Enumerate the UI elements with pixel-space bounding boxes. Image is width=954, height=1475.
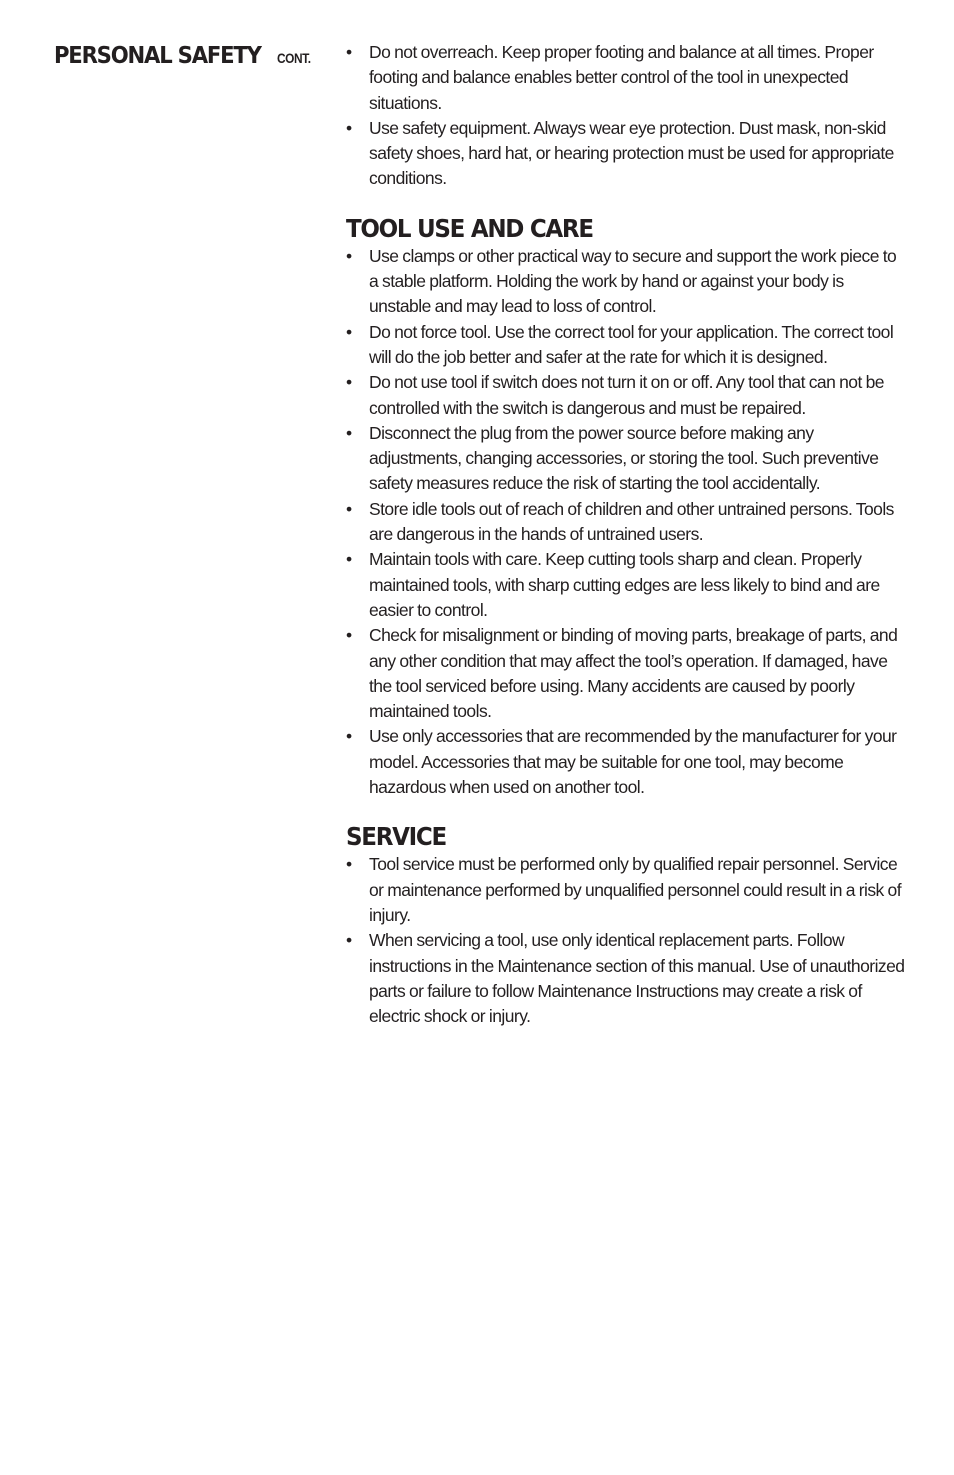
bullet-icon: • bbox=[346, 372, 352, 393]
list-item bbox=[346, 421, 908, 497]
tool-use-and-care-title: TOOL USE AND CARE bbox=[346, 213, 593, 243]
list-item-text: When servicing a tool, use only identical replacement parts. Follow instructions in the Maintenance section of this manual. Use of unauthorized parts or failure to follow Maintenance Instructions may create a risk of electric shock or injury. bbox=[369, 930, 905, 1027]
list-item-text: Disconnect the plug from the power source before making any adjustments, changing accessories, or storing the tool. Such preventive safety measures reduce the risk of starting the tool accidentally. bbox=[369, 422, 879, 494]
bullet-icon: • bbox=[346, 245, 352, 266]
list-item bbox=[346, 320, 908, 371]
list-item-text: Check for misalignment or binding of moving parts, breakage of parts, and any other condition that may affect the tool’s operation. If damaged, have the tool serviced before using. Many accidents are caused by poorly maintained tools. bbox=[369, 625, 898, 722]
bullet-icon: • bbox=[346, 117, 352, 138]
bullet-icon: • bbox=[346, 321, 352, 342]
list-item bbox=[346, 497, 908, 548]
service-list bbox=[346, 852, 908, 1029]
list-item-text: Use only accessories that are recommended by the manufacturer for your model. Accessories that may be suitable for one tool, may become hazardous when used on another tool. bbox=[369, 726, 897, 798]
list-item-text: Do not overreach. Keep proper footing and balance at all times. Proper footing and balance enables better control of the tool in unexpected situations. bbox=[369, 42, 874, 113]
list-item bbox=[346, 724, 908, 800]
list-item-text: Do not force tool. Use the correct tool for your application. The correct tool will do the job better and safer at the rate for which it is designed. bbox=[369, 321, 894, 367]
list-item-text: Use safety equipment. Always wear eye protection. Dust mask, non-skid safety shoes, hard hat, or hearing protection must be used for appropriate conditions. bbox=[369, 117, 894, 189]
bullet-icon: • bbox=[346, 549, 352, 570]
tool-use-and-care-list bbox=[346, 244, 908, 801]
bullet-icon: • bbox=[346, 726, 352, 747]
list-item-text: Use clamps or other practical way to secure and support the work piece to a stable platform. Holding the work by hand or against your body is unstable and may lead to loss of control. bbox=[369, 245, 897, 317]
list-item bbox=[346, 547, 908, 623]
tool-use-and-care-section bbox=[346, 214, 908, 801]
list-item bbox=[346, 852, 908, 928]
list-item bbox=[346, 244, 908, 320]
bullet-icon: • bbox=[346, 625, 352, 646]
continued-label: CONT. bbox=[277, 50, 311, 66]
list-item-text: Tool service must be performed only by qualified repair personnel. Service or maintenance performed by unqualified personnel could result in a risk of injury. bbox=[369, 854, 902, 925]
list-item bbox=[346, 623, 908, 724]
list-item bbox=[346, 116, 908, 192]
list-item bbox=[346, 370, 908, 421]
list-item bbox=[346, 40, 908, 116]
main-content bbox=[346, 40, 908, 1029]
personal-safety-list bbox=[346, 40, 908, 192]
service-section bbox=[346, 822, 908, 1029]
bullet-icon: • bbox=[346, 854, 352, 875]
service-title: SERVICE bbox=[346, 822, 446, 852]
list-item-text: Do not use tool if switch does not turn it on or off. Any tool that can not be controlled with the switch is dangerous and must be repaired. bbox=[369, 372, 884, 418]
list-item-text: Maintain tools with care. Keep cutting tools sharp and clean. Properly maintained tools, with sharp cutting edges are less likely to bind and are easier to control. bbox=[369, 549, 880, 620]
bullet-icon: • bbox=[346, 422, 352, 443]
list-item-text: Store idle tools out of reach of children and other untrained persons. Tools are dangerous in the hands of untrained users. bbox=[369, 498, 894, 545]
bullet-icon: • bbox=[346, 42, 352, 62]
bullet-icon: • bbox=[346, 930, 352, 951]
section-heading-personal-safety bbox=[54, 42, 317, 70]
bullet-icon: • bbox=[346, 498, 352, 519]
personal-safety-title: PERSONAL SAFETY bbox=[54, 43, 261, 69]
list-item bbox=[346, 928, 908, 1029]
